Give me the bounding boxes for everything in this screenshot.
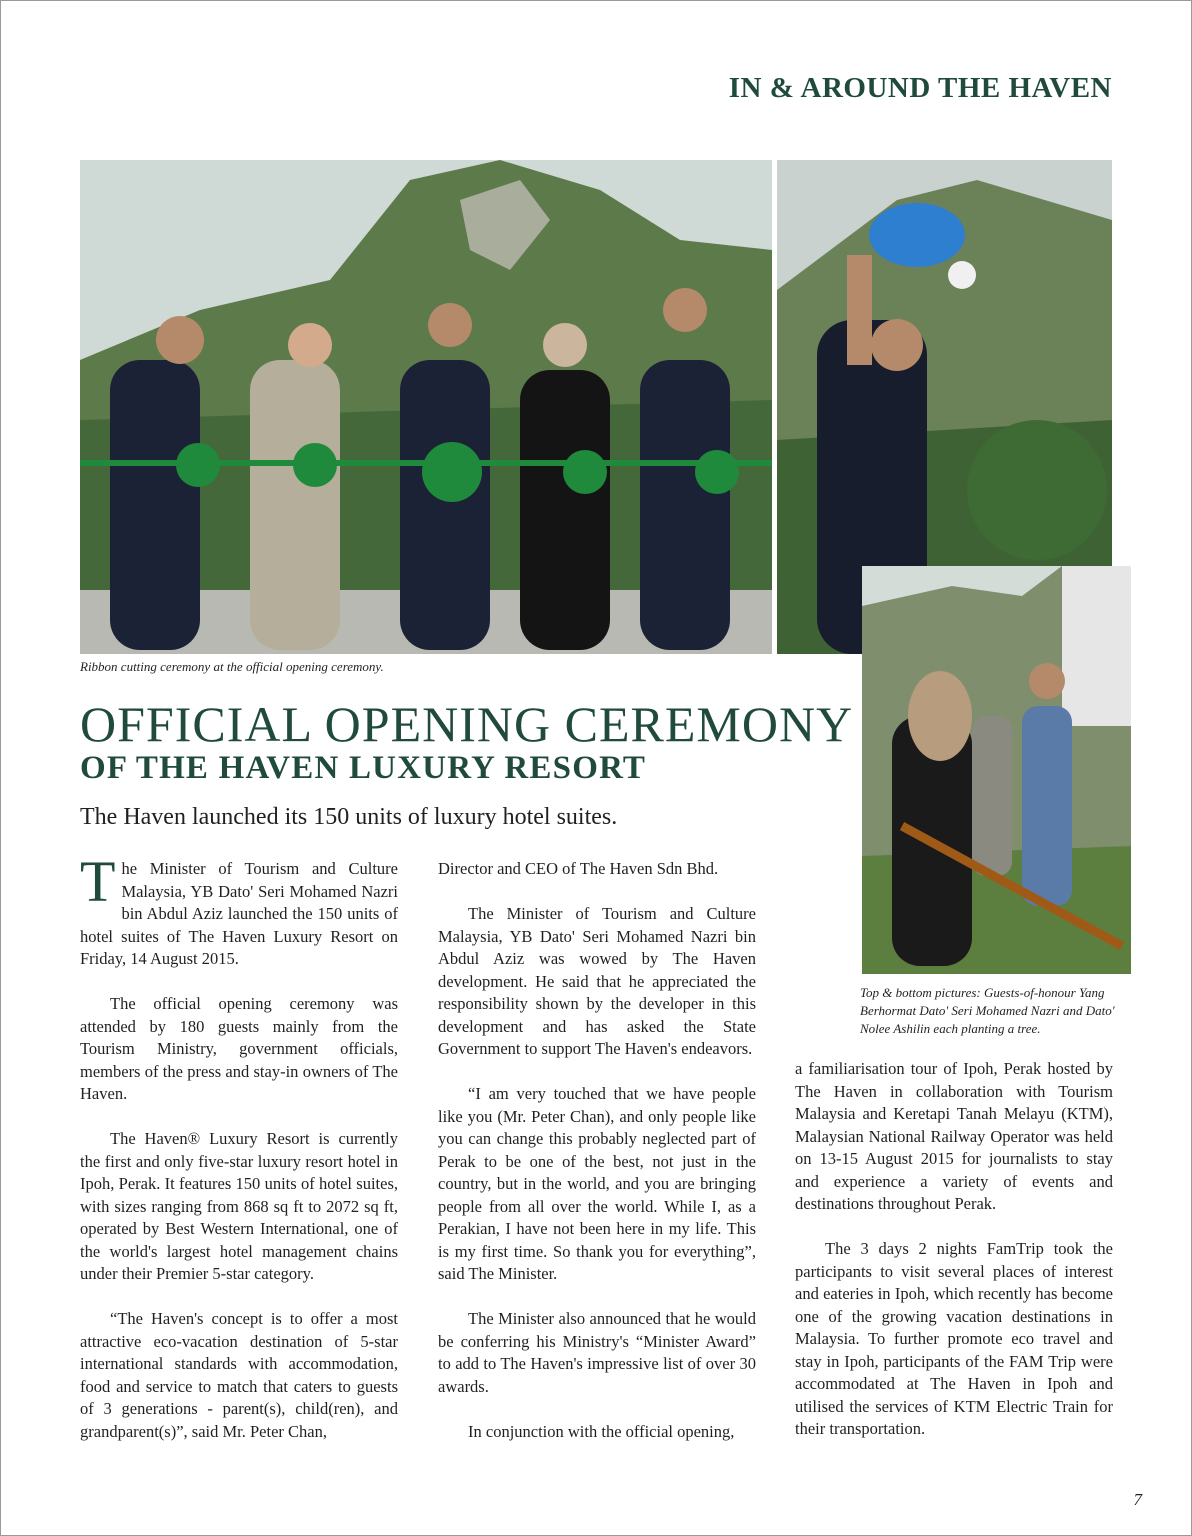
col1-paragraph-2: The official opening ceremony was attended by 180 guests mainly from the Tourism Ministry, government officials, members of the press and stay-in owners of The Haven.: [80, 994, 398, 1103]
article-standfirst: The Haven launched its 150 units of luxury hotel suites.: [80, 804, 618, 830]
article-subtitle: OF THE HAVEN LUXURY RESORT: [80, 750, 647, 786]
drop-cap: T: [80, 849, 116, 914]
tree-photo-caption: Top & bottom pictures: Guests-of-honour Yang Berhormat Dato' Seri Mohamed Nazri and Dato' Nolee Ashilin each planting a tree.: [860, 985, 1115, 1036]
tree-planting-photo: [862, 566, 1131, 974]
section-header: IN & AROUND THE HAVEN: [728, 72, 1112, 104]
col3-paragraph-1: a familiarisation tour of Ipoh, Perak hosted by The Haven in collaboration with Tourism Malaysia and Keretapi Tanah Melayu (KTM), Malaysian National Railway Operator was held on 13-15 August 2015 for journalists to stay and experience a variety of events and destinations throughout Perak.: [795, 1059, 1113, 1213]
col3-paragraph-2: The 3 days 2 nights FamTrip took the participants to visit several places of interest and eateries in Ipoh, which recently has become one of the growing vacation destinations in Malaysia. To further promote eco travel and stay in Ipoh, participants of the FAM Trip were accommodated at The Haven in Ipoh and utilised the services of KTM Electric Train for their transportation.: [795, 1239, 1113, 1438]
ribbon-cutting-photo: [80, 160, 772, 654]
article-column-1: [80, 849, 398, 1443]
col1-paragraph-4: “The Haven's concept is to offer a most attractive eco-vacation destination of 5-star international standards with accommodation, food and service to match that caters to guests of 3 generations - parent(s), child(ren), and grandparent(s)”, said Mr. Peter Chan,: [80, 1309, 398, 1441]
article-title: OFFICIAL OPENING CEREMONY: [80, 696, 854, 752]
col2-paragraph-4: The Minister also announced that he would be conferring his Ministry's “Minister Award” to add to The Haven's impressive list of over 30 awards.: [438, 1309, 756, 1396]
col1-paragraph-1: The Minister of Tourism and Culture Malaysia, YB Dato' Seri Mohamed Nazri bin Abdul Aziz launched the 150 units of hotel suites of The Haven Luxury Resort on Friday, 14 August 2015.: [80, 849, 398, 968]
article-column-2: [438, 858, 756, 1443]
col2-paragraph-1: Director and CEO of The Haven Sdn Bhd.: [438, 859, 719, 878]
col1-paragraph-3: The Haven® Luxury Resort is currently the first and only five-star luxury resort hotel in Ipoh, Perak. It features 150 units of hotel suites, with sizes ranging from 868 sq ft to 2072 sq ft, operated by Best Western International, one of the world's largest hotel management chains under their Premier 5-star category.: [80, 1129, 398, 1283]
ribbon-photo-caption: Ribbon cutting ceremony at the official opening ceremony.: [80, 659, 384, 674]
article-column-3: [795, 1058, 1113, 1441]
page-number: 7: [1133, 1490, 1142, 1509]
col2-paragraph-3: “I am very touched that we have people like you (Mr. Peter Chan), and only people like you can change this probably neglected part of Perak to be one of the best, not just in the country, but in the world, and you are bringing people from all over the world. While I, as a Perakian, I have not been here in my life. This is my first time. So thank you for everything”, said The Minister.: [438, 1084, 756, 1283]
col2-paragraph-5: In conjunction with the official opening,: [468, 1421, 735, 1441]
col2-paragraph-2: The Minister of Tourism and Culture Malaysia, YB Dato' Seri Mohamed Nazri bin Abdul Aziz was wowed by The Haven development. He said that he appreciated the responsibility shown by the developer in this development and has asked the State Government to support The Haven's endeavors.: [438, 904, 756, 1058]
